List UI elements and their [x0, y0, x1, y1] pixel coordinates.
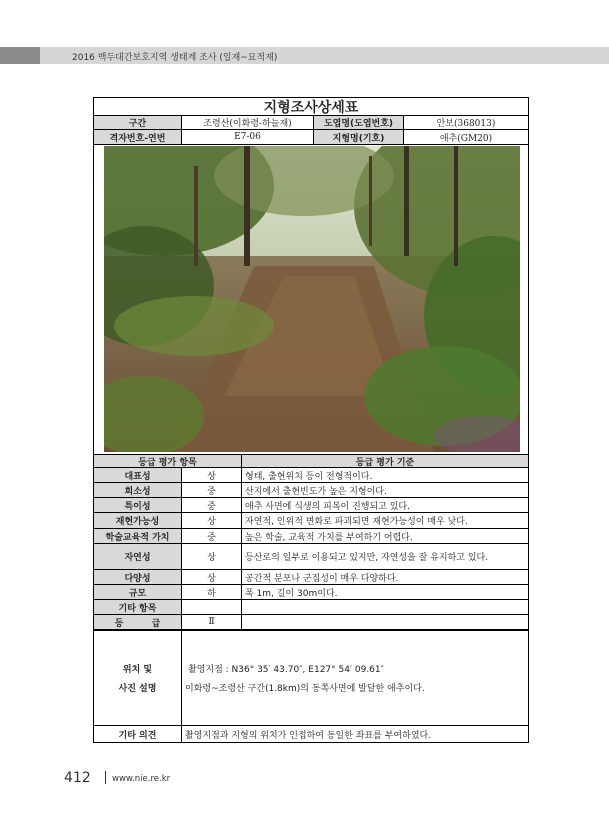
eval-grade: 중 [182, 529, 242, 544]
eval-item: 대표성 [94, 468, 182, 483]
eval-item: 특이성 [94, 498, 182, 513]
map-value: 안보(368013) [404, 116, 528, 130]
eval-desc [242, 615, 528, 630]
footer-url: www.nie.re.kr [112, 774, 171, 784]
eval-desc: 등산로의 일부로 이용되고 있지만, 자연성을 잘 유지하고 있다. [242, 544, 528, 570]
eval-grade: 상 [182, 544, 242, 570]
location-desc [182, 630, 528, 726]
coords-text: 촬영지점 : N36° 35′ 43.70″, E127° 54′ 09.61″ [188, 665, 384, 675]
footer-divider [105, 771, 106, 784]
eval-item: 희소성 [94, 483, 182, 498]
eval-grade: 상 [182, 468, 242, 483]
eval-desc: 형태, 출현위치 등이 전형적이다. [242, 468, 528, 483]
eval-grade: Ⅱ [182, 615, 242, 630]
section-value: 조령산(이화령-하늘재) [182, 116, 314, 130]
eval-desc: 자연적, 인위적 변화로 파괴되면 재현가능성이 매우 낮다. [242, 513, 528, 529]
eval-desc [242, 600, 528, 615]
section-label: 구간 [94, 116, 182, 130]
landform-value: 애추(GM20) [404, 130, 528, 145]
running-title: 2016 백두대간보호지역 생태계 조사 (일재~묘적재) [72, 53, 278, 63]
survey-sheet [93, 97, 529, 743]
other-text: 촬영지점과 지형의 위치가 인접하여 동일한 좌표를 부여하였다. [185, 730, 432, 741]
eval-item: 등 급 [94, 615, 182, 630]
grid-value: E7-06 [182, 130, 314, 145]
eval-grade: 상 [182, 570, 242, 585]
eval-item: 학술교육적 가치 [94, 529, 182, 544]
eval-item: 규모 [94, 585, 182, 600]
location-label-line2: 사진 설명 [118, 684, 157, 694]
eval-grade [182, 600, 242, 615]
eval-item: 다양성 [94, 570, 182, 585]
header-accent [0, 47, 40, 64]
eval-grade: 하 [182, 585, 242, 600]
location-label [94, 630, 182, 726]
eval-desc: 애추 사면에 식생의 피복이 진행되고 있다. [242, 498, 528, 513]
location-text: 이화령~조령산 구간(1.8km)의 동쪽사면에 발달한 애추이다. [185, 684, 425, 694]
eval-grade: 중 [182, 483, 242, 498]
eval-criteria-header: 등급 평가 기준 [242, 454, 528, 468]
eval-item: 자연성 [94, 544, 182, 570]
map-label: 도엽명(도엽번호) [314, 116, 404, 130]
landform-label: 지형명(기호) [314, 130, 404, 145]
sheet-title: 지형조사상세표 [94, 98, 528, 116]
page-number: 412 [64, 770, 91, 786]
eval-item: 기타 항목 [94, 600, 182, 615]
eval-desc: 폭 1m, 길이 30m이다. [242, 585, 528, 600]
eval-desc: 산지에서 출현빈도가 높은 지형이다. [242, 483, 528, 498]
other-label: 기타 의견 [94, 726, 182, 742]
eval-item-header: 등급 평가 항목 [94, 454, 242, 468]
eval-desc: 공간적 분포나 군집성이 매우 다양하다. [242, 570, 528, 585]
location-label-line1: 위치 및 [122, 665, 153, 675]
eval-grade: 중 [182, 498, 242, 513]
eval-grade: 상 [182, 513, 242, 529]
grid-label: 격자번호-연번 [94, 130, 182, 145]
landform-photo [104, 146, 520, 452]
eval-item: 재현가능성 [94, 513, 182, 529]
eval-desc: 높은 학술, 교육적 가치를 부여하기 어렵다. [242, 529, 528, 544]
